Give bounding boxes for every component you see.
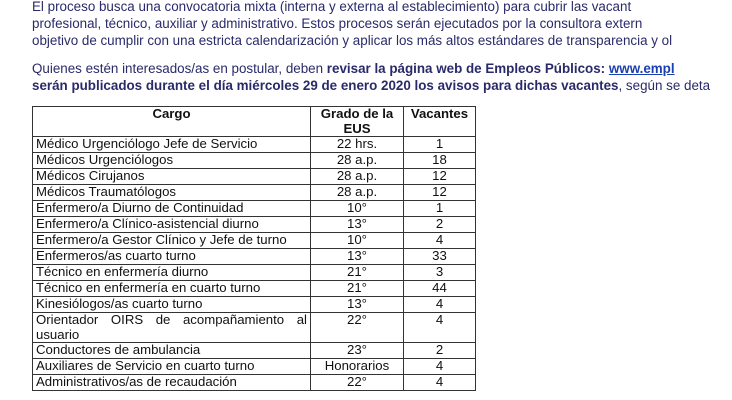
vacantes-cell: 4: [404, 313, 476, 343]
table-row: [33, 297, 476, 313]
cargo-cell: Enfermero/a Clínico-asistencial diurno: [33, 217, 311, 233]
grado-cell: 21°: [311, 265, 404, 281]
header-grado: Grado de la EUS: [311, 107, 404, 137]
cargo-cell: Kinesiólogos/as cuarto turno: [33, 297, 311, 313]
vacantes-cell: 4: [404, 375, 476, 391]
table-row: [33, 169, 476, 185]
vacantes-cell: 2: [404, 217, 476, 233]
paragraph-line: profesional, técnico, auxiliar y administrativo. Estos procesos serán ejecutados por la consultora extern: [32, 16, 643, 31]
grado-cell: 22°: [311, 375, 404, 391]
table-row: [33, 343, 476, 359]
grado-cell: 10°: [311, 233, 404, 249]
cargo-cell: Médico Urgenciólogo Jefe de Servicio: [33, 137, 311, 153]
cargo-cell: Técnico en enfermería diurno: [33, 265, 311, 281]
table-row: [33, 185, 476, 201]
table-row: [33, 375, 476, 391]
grado-cell: 13°: [311, 217, 404, 233]
vacancies-table: [32, 106, 476, 391]
grado-cell: 28 a.p.: [311, 169, 404, 185]
table-header-row: [33, 107, 476, 137]
cargo-cell: Médicos Urgenciólogos: [33, 153, 311, 169]
table-row: [33, 265, 476, 281]
grado-cell: 13°: [311, 297, 404, 313]
vacantes-cell: 33: [404, 249, 476, 265]
cargo-cell: Médicos Cirujanos: [33, 169, 311, 185]
cargo-cell: Auxiliares de Servicio en cuarto turno: [33, 359, 311, 375]
vacantes-cell: 4: [404, 297, 476, 313]
paragraph-line-1: [32, 60, 732, 77]
header-vacantes: Vacantes: [404, 107, 476, 137]
paragraph-line: El proceso busca una convocatoria mixta (interna y externa al establecimiento) para cubrir las vacant: [32, 0, 632, 14]
vacantes-cell: 4: [404, 233, 476, 249]
cargo-cell: Enfermero/a Gestor Clínico y Jefe de turno: [33, 233, 311, 249]
table-row: [33, 137, 476, 153]
vacantes-cell: 12: [404, 169, 476, 185]
table-row: [33, 249, 476, 265]
table-row: [33, 313, 476, 343]
bold-date-text: serán publicados durante el día miércoles 29 de enero 2020 los avisos para dichas vacantes: [32, 78, 619, 93]
grado-cell: 22°: [311, 313, 404, 343]
table-row: [33, 217, 476, 233]
vacantes-cell: 4: [404, 359, 476, 375]
vacantes-cell: 12: [404, 185, 476, 201]
grado-cell: 28 a.p.: [311, 185, 404, 201]
tail-text: , según se deta: [618, 78, 711, 93]
header-cargo: Cargo: [33, 107, 311, 137]
table-row: [33, 153, 476, 169]
vacantes-cell: 1: [404, 201, 476, 217]
vacantes-cell: 18: [404, 153, 476, 169]
cargo-cell: Conductores de ambulancia: [33, 343, 311, 359]
vacantes-cell: 1: [404, 137, 476, 153]
cargo-cell: Técnico en enfermería en cuarto turno: [33, 281, 311, 297]
table-row: [33, 201, 476, 217]
paragraph-line: objetivo de cumplir con una estricta calendarización y aplicar los más altos estándares de transparencia y ol: [32, 33, 673, 48]
website-link[interactable]: www.empl: [608, 61, 675, 76]
grado-cell: 13°: [311, 249, 404, 265]
intro-text: Quienes estén interesados/as en postular, deben: [32, 61, 327, 76]
cargo-cell: Orientador OIRS de acompañamiento al usuario: [33, 313, 311, 343]
paragraph-line-2: [32, 77, 732, 94]
table-row: [33, 233, 476, 249]
table-row: [33, 359, 476, 375]
grado-cell: 22 hrs.: [311, 137, 404, 153]
cargo-cell: Médicos Traumatólogos: [33, 185, 311, 201]
grado-cell: 21°: [311, 281, 404, 297]
grado-cell: 10°: [311, 201, 404, 217]
table-row: [33, 281, 476, 297]
vacantes-cell: 44: [404, 281, 476, 297]
grado-cell: Honorarios: [311, 359, 404, 375]
cargo-cell: Administrativos/as de recaudación: [33, 375, 311, 391]
vacantes-cell: 2: [404, 343, 476, 359]
grado-cell: 23°: [311, 343, 404, 359]
grado-cell: 28 a.p.: [311, 153, 404, 169]
cargo-cell: Enfermeros/as cuarto turno: [33, 249, 311, 265]
intro-paragraph: [32, 0, 732, 49]
application-paragraph: [32, 60, 732, 94]
vacantes-cell: 3: [404, 265, 476, 281]
bold-instruction: revisar la página web de Empleos Públicos:: [326, 61, 606, 76]
cargo-cell: Enfermero/a Diurno de Continuidad: [33, 201, 311, 217]
